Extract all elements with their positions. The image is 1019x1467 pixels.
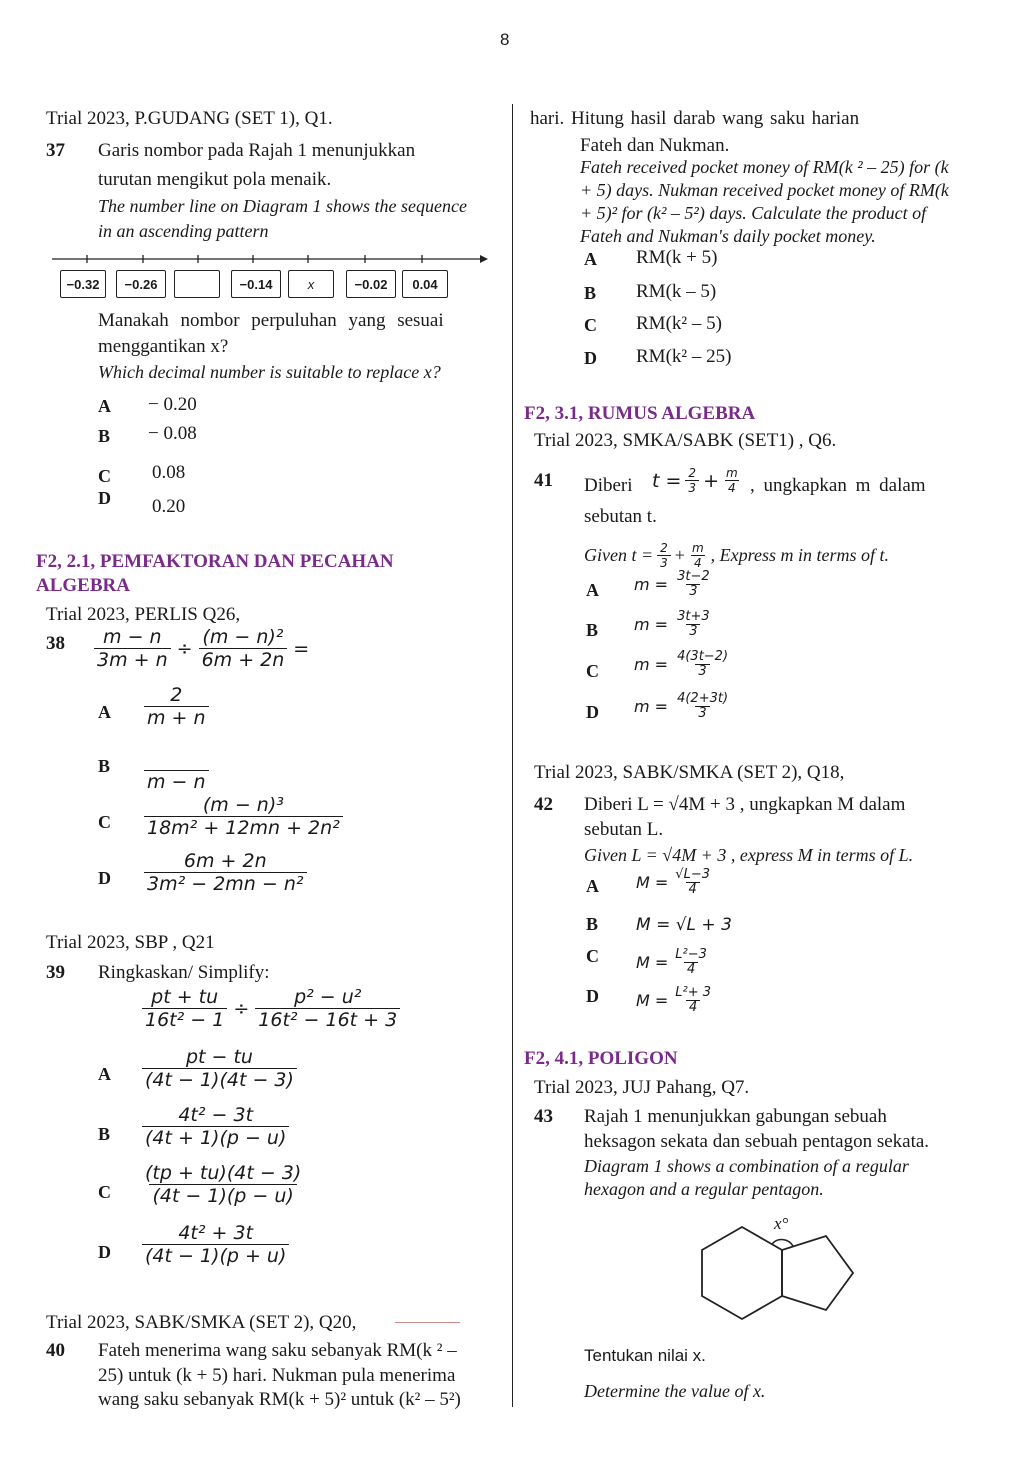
q38-option-a-value: [144, 684, 209, 729]
number-line-box-4: −0.14: [231, 270, 281, 298]
q42-ms-line2: sebutan L.: [584, 819, 664, 840]
q38-option-a-den: m + n: [144, 706, 209, 729]
q40-cont-en4: Fateh and Nukman's daily pocket money.: [580, 226, 876, 246]
q42-option-b-label: B: [586, 914, 599, 934]
q41-ms-line2: sebutan t.: [584, 506, 657, 527]
q41-f2-num: m: [725, 466, 738, 480]
q39-option-b-num: 4t² − 3t: [178, 1104, 254, 1126]
q38-option-d-label: D: [98, 868, 111, 888]
q38-option-b-num: 2: [170, 748, 183, 770]
q40-cont-en2: + 5) days. Nukman received pocket money of RM(k: [580, 180, 949, 200]
q41-number: 41: [534, 470, 553, 491]
q39-den1: 16t² − 1: [142, 1008, 227, 1031]
q42-option-d-label: D: [586, 986, 599, 1006]
q37-en-line2: in an ascending pattern: [98, 221, 269, 241]
q37-en-line1: The number line on Diagram 1 shows the sequence: [98, 196, 467, 216]
q38-option-c-den: 18m² + 12mn + 2n²: [144, 816, 343, 839]
q43-source: Trial 2023, JUJ Pahang, Q7.: [534, 1077, 750, 1098]
q41-option-d-label: D: [586, 702, 599, 722]
q40-option-a-label: A: [584, 249, 597, 269]
q42-option-d-meq: M =: [636, 991, 669, 1010]
q41-f1-num: 2: [688, 466, 697, 480]
q41-option-c-num: 4(3t−2): [677, 649, 729, 664]
q41-f1-den: 3: [685, 480, 699, 495]
q37-option-c-value: 0.08: [152, 462, 186, 483]
q37-option-b-value: − 0.08: [148, 423, 197, 444]
q37-prompt-en: Which decimal number is suitable to replace x?: [98, 362, 441, 382]
q41-en-post: , Express m in terms of t.: [710, 545, 889, 565]
q42-option-a-label: A: [586, 876, 599, 896]
q42-option-d-num: L²+ 3: [675, 985, 712, 1000]
q41-option-a-label: A: [586, 580, 599, 600]
q39-div: ÷: [233, 997, 250, 1020]
q41-ms-pre: Diberi: [584, 475, 633, 496]
q41-option-d-num: 4(2+3t): [677, 691, 729, 706]
q41-option-b-den: 3: [686, 624, 700, 639]
q41-option-b-num: 3t+3: [677, 609, 710, 624]
red-dash-mark: [395, 1322, 460, 1323]
section-heading-algebraic-factorisation: F2, 2.1, PEMFAKTORAN DAN PECAHAN: [36, 551, 394, 572]
q41-option-b-meq: m =: [634, 615, 669, 634]
q43-en-line1: Diagram 1 shows a combination of a regular: [584, 1156, 909, 1176]
q39-option-d-value: [142, 1222, 289, 1267]
q41-option-a-num: 3t−2: [677, 569, 710, 584]
q42-option-c-den: 4: [684, 962, 698, 977]
q42-option-c-label: C: [586, 946, 599, 966]
q38-option-d-value: [144, 850, 307, 895]
section-heading-polygons: F2, 4.1, POLIGON: [524, 1048, 678, 1069]
q39-option-a-value: [142, 1046, 297, 1091]
q42-option-a-meq: M =: [636, 873, 669, 892]
number-line-box-7: 0.04: [402, 270, 448, 298]
regular-pentagon: [782, 1236, 853, 1310]
column-divider: [512, 104, 513, 1407]
q42-option-d-den: 4: [686, 1000, 700, 1015]
number-line-box-6: −0.02: [346, 270, 396, 298]
q38-expression: [94, 626, 309, 671]
q38-number: 38: [46, 633, 65, 654]
q39-option-d-label: D: [98, 1242, 111, 1262]
q42-option-c-meq: M =: [636, 953, 669, 972]
q37-prompt-ms1: Manakah nombor perpuluhan yang sesuai: [98, 310, 444, 331]
number-line-box-5: x: [288, 270, 334, 298]
q39-option-a-den: (4t − 1)(4t − 3): [142, 1068, 297, 1091]
q43-prompt-ms: Tentukan nilai x.: [584, 1346, 706, 1365]
q39-option-a-label: A: [98, 1064, 111, 1084]
q39-number: 39: [46, 962, 65, 983]
q37-option-d-label: D: [98, 488, 111, 508]
q39-option-c-den: (4t − 1)(p − u): [149, 1184, 296, 1207]
q41-option-b-label: B: [586, 620, 599, 640]
q38-option-c-num: (m − n)³: [202, 794, 284, 816]
q38-num1: m − n: [103, 626, 162, 648]
q41-option-a-value: [634, 570, 713, 599]
q40-option-c-label: C: [584, 315, 597, 335]
q42-source: Trial 2023, SABK/SMKA (SET 2), Q18,: [534, 762, 845, 783]
q38-option-c-value: [144, 794, 343, 839]
q41-en-f1-den: 3: [657, 555, 671, 570]
q40-cont-en1: Fateh received pocket money of RM(k ² – 25) for (k: [580, 157, 949, 177]
q39-option-c-label: C: [98, 1182, 111, 1202]
q40-option-b-value: RM(k – 5): [636, 281, 717, 302]
q43-en-line2: hexagon and a regular pentagon.: [584, 1179, 824, 1199]
q39-option-c-num: (tp + tu)(4t − 3): [145, 1162, 302, 1184]
q37-number: 37: [46, 140, 65, 161]
q41-plus: +: [703, 469, 719, 492]
q38-option-c-label: C: [98, 812, 111, 832]
q37-option-d-value: 0.20: [152, 496, 186, 517]
number-line-axis: [50, 252, 490, 266]
q38-option-a-label: A: [98, 702, 111, 722]
q42-option-b-value: M = √L + 3: [636, 915, 732, 935]
q41-option-c-den: 3: [695, 664, 709, 679]
q39-option-c-value: [142, 1162, 304, 1207]
number-line-box-1: −0.32: [60, 270, 106, 298]
q41-ms-post: , ungkapkan m dalam: [750, 475, 926, 496]
q41-given-equation: [652, 466, 741, 495]
q41-en-f2-num: m: [691, 541, 704, 555]
q37-option-c-label: C: [98, 466, 111, 486]
q40-option-c-value: RM(k² – 5): [636, 313, 722, 334]
q39-option-b-value: [142, 1104, 289, 1149]
q41-f2-den: 4: [725, 480, 739, 495]
q40-option-d-label: D: [584, 348, 597, 368]
q39-num2: p² − u²: [294, 986, 362, 1008]
q38-option-b-label: B: [98, 756, 111, 776]
q37-option-b-label: B: [98, 426, 111, 446]
q41-option-c-meq: m =: [634, 655, 669, 674]
q42-option-c-value: [636, 948, 710, 977]
q41-option-c-label: C: [586, 661, 599, 681]
q41-option-c-value: [634, 650, 731, 679]
q40-cont-ms1: hari. Hitung hasil darab wang saku harian: [530, 108, 860, 129]
q43-number: 43: [534, 1106, 553, 1127]
q40-ms-line3: wang saku sebanyak RM(k + 5)² untuk (k² – 5²): [98, 1389, 461, 1410]
q41-option-d-meq: m =: [634, 697, 669, 716]
q41-en-f2-den: 4: [691, 555, 705, 570]
q37-ms-line2: turutan mengikut pola menaik.: [98, 169, 332, 190]
q37-ms-line1: Garis nombor pada Rajah 1 menunjukkan: [98, 140, 416, 161]
q41-source: Trial 2023, SMKA/SABK (SET1) , Q6.: [534, 430, 837, 451]
q42-en: Given L = √4M + 3 , express M in terms of L.: [584, 845, 914, 865]
q40-cont-ms2: Fateh dan Nukman.: [580, 135, 730, 156]
q37-prompt-ms2: menggantikan x?: [98, 336, 229, 357]
q41-option-d-value: [634, 692, 731, 721]
q41-option-d-den: 3: [695, 706, 709, 721]
q40-cont-en3: + 5)² for (k² – 5²) days. Calculate the product of: [580, 203, 927, 223]
q38-option-d-num: 6m + 2n: [183, 850, 267, 872]
number-line-box-2: −0.26: [116, 270, 166, 298]
q43-prompt-en: Determine the value of x.: [584, 1381, 766, 1401]
q39-option-d-den: (4t − 1)(p + u): [142, 1244, 289, 1267]
q40-ms-line2: 25) untuk (k + 5) hari. Nukman pula menerima: [98, 1365, 456, 1386]
page-number: 8: [500, 30, 510, 49]
q38-den2: 6m + 2n: [199, 648, 288, 671]
q43-ms-line2: heksagon sekata dan sebuah pentagon sekata.: [584, 1131, 930, 1152]
q42-option-a-num: √L−3: [675, 867, 710, 882]
q39-source: Trial 2023, SBP , Q21: [46, 932, 215, 953]
q42-ms-line1: Diberi L = √4M + 3 , ungkapkan M dalam: [584, 794, 906, 815]
q39-prompt: Ringkaskan/ Simplify:: [98, 962, 270, 983]
q41-en-f1-num: 2: [660, 541, 668, 555]
section-heading-algebraic-formulae: F2, 3.1, RUMUS ALGEBRA: [524, 403, 756, 424]
q40-ms-line1: Fateh menerima wang saku sebanyak RM(k ² –: [98, 1340, 457, 1361]
q41-en: [584, 541, 889, 570]
q42-option-a-value: [636, 868, 713, 897]
q40-option-a-value: RM(k + 5): [636, 247, 718, 268]
q42-option-d-value: [636, 986, 714, 1015]
q40-source: Trial 2023, SABK/SMKA (SET 2), Q20,: [46, 1312, 357, 1333]
q41-en-plus: +: [674, 545, 685, 565]
q37-option-a-value: − 0.20: [148, 394, 197, 415]
number-line-box-3: [174, 270, 220, 298]
q39-den2: 16t² − 16t + 3: [255, 1008, 400, 1031]
q40-option-b-label: B: [584, 283, 597, 303]
q38-num2: (m − n)²: [202, 626, 284, 648]
section-heading-algebraic-factorisation-2: ALGEBRA: [36, 575, 130, 596]
q41-option-b-value: [634, 610, 713, 639]
q38-div: ÷: [176, 637, 193, 660]
q39-num1: pt + tu: [151, 986, 219, 1008]
q39-expression: [142, 986, 400, 1031]
q41-en-pre: Given t =: [584, 545, 654, 565]
q41-t-eq: t =: [652, 469, 682, 492]
q38-option-b-value: [144, 748, 209, 793]
q39-option-b-den: (4t + 1)(p − u): [142, 1126, 289, 1149]
q38-eq: =: [293, 637, 310, 660]
q38-source: Trial 2023, PERLIS Q26,: [46, 604, 241, 625]
q38-option-d-den: 3m² − 2mn − n²: [144, 872, 307, 895]
regular-hexagon: [702, 1227, 782, 1319]
q37-source: Trial 2023, P.GUDANG (SET 1), Q1.: [46, 108, 333, 129]
angle-x-label: x°: [774, 1214, 789, 1233]
q38-den1: 3m + n: [94, 648, 171, 671]
q41-option-a-meq: m =: [634, 575, 669, 594]
q38-option-a-num: 2: [170, 684, 183, 706]
q39-option-a-num: pt − tu: [185, 1046, 253, 1068]
q39-option-b-label: B: [98, 1124, 111, 1144]
q42-option-a-den: 4: [686, 882, 700, 897]
q43-ms-line1: Rajah 1 menunjukkan gabungan sebuah: [584, 1106, 887, 1127]
q37-option-a-label: A: [98, 396, 111, 416]
q42-number: 42: [534, 794, 553, 815]
q41-option-a-den: 3: [686, 584, 700, 599]
q40-number: 40: [46, 1340, 65, 1361]
q42-option-c-num: L²−3: [675, 947, 707, 962]
q38-option-b-den: m − n: [144, 770, 209, 793]
q40-option-d-value: RM(k² – 25): [636, 346, 732, 367]
q39-option-d-num: 4t² + 3t: [178, 1222, 254, 1244]
